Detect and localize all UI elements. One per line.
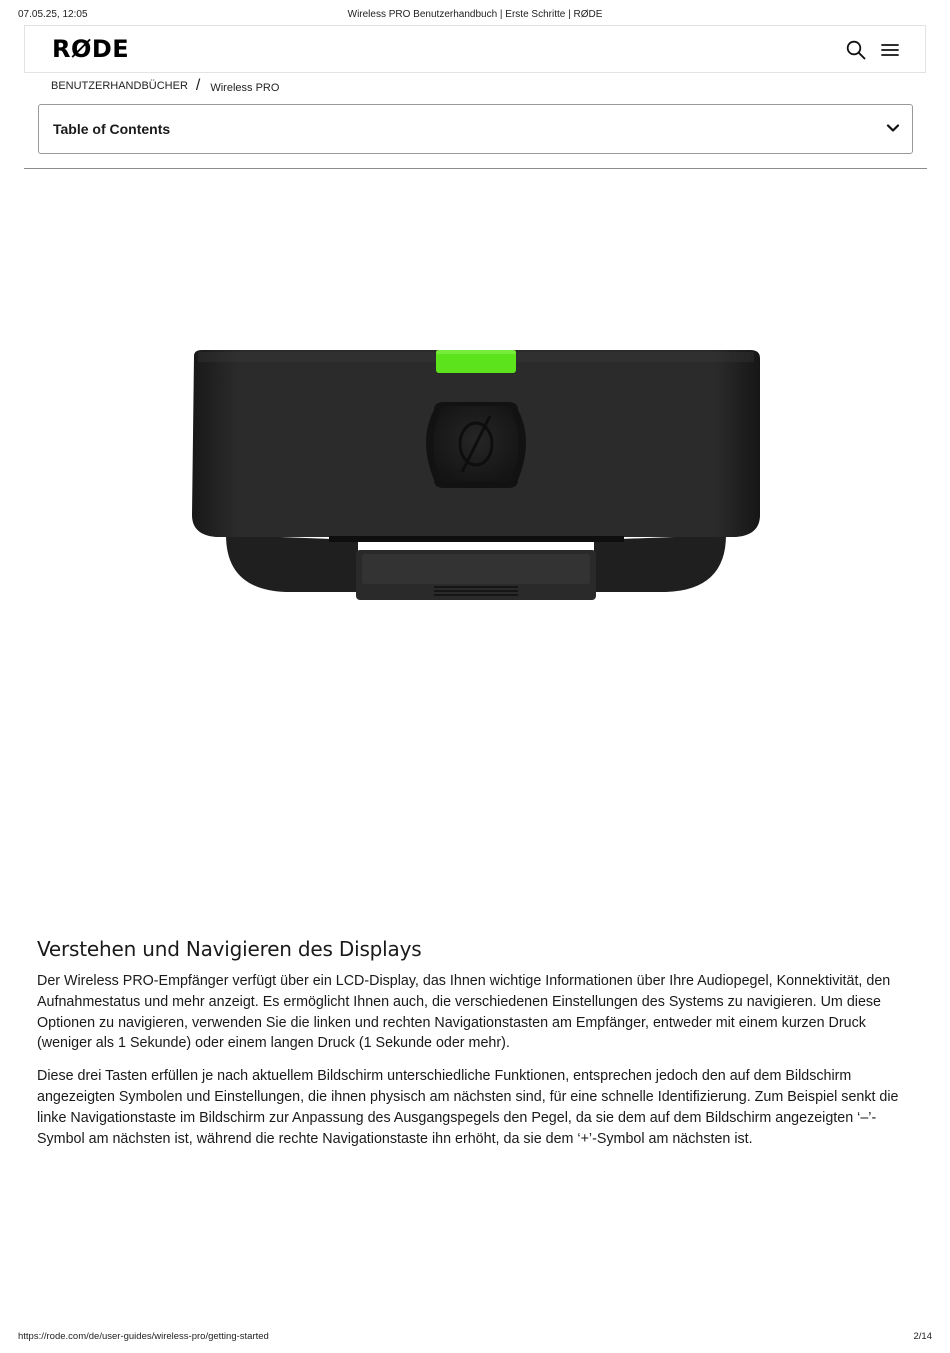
product-image-receiver <box>186 340 766 610</box>
breadcrumb-current: Wireless PRO <box>210 82 280 94</box>
print-footer <box>18 1331 932 1345</box>
table-of-contents-toggle[interactable] <box>38 104 913 154</box>
content-section <box>37 937 919 1161</box>
print-title: Wireless PRO Benutzerhandbuch | Erste Schritte | RØDE <box>347 9 603 20</box>
menu-icon[interactable] <box>879 39 901 61</box>
footer-page-number: 2/14 <box>913 1331 932 1342</box>
rode-logo[interactable]: RØDE <box>52 35 130 63</box>
breadcrumb-separator: / <box>195 76 201 94</box>
paragraph-1: Der Wireless PRO-Empfänger verfügt über ein LCD-Display, das Ihnen wichtige Informationen über Ihre Audiopegel, Konnektivität, den Aufnahmestatus und mehr anzeigt. Es ermöglicht Ihnen auch, die verschiedenen Einstellungen des Systems zu navigieren. Um diese Optionen zu navigieren, verwenden Sie die linken und rechten Navigationstasten am Empfänger, entweder mit einem kurzen Druck (weniger als 1 Sekunde) oder einem langen Druck (1 Sekunde oder mehr). <box>37 973 891 1052</box>
divider <box>24 168 927 169</box>
footer-url: https://rode.com/de/user-guides/wireless-pro/getting-started <box>18 1331 269 1342</box>
site-header <box>24 25 926 73</box>
paragraph-2: Diese drei Tasten erfüllen je nach aktuellem Bildschirm unterschiedliche Funktionen, entsprechen jedoch den auf dem Bildschirm angezeigten Symbolen und Einstellungen, die ihnen physisch am nächsten sind, für eine schnelle Identifizierung. Zum Beispiel senkt die linke Navigationstaste im Bildschirm zur Anpassung des Ausgangspegels den Pegel, da sie dem auf dem Bildschirm angezeigten ‘–’-Symbol am nächsten ist, während die rechte Navigationstaste ihn erhöht, da sie dem ‘+’-Symbol am nächsten ist. <box>37 1068 899 1147</box>
chevron-down-icon <box>886 121 900 140</box>
search-icon[interactable] <box>845 39 867 61</box>
breadcrumb <box>51 76 280 94</box>
header-icons <box>845 39 901 61</box>
print-header <box>18 9 932 23</box>
breadcrumb-parent[interactable]: BENUTZERHANDBÜCHER <box>51 80 188 92</box>
section-title: Verstehen und Navigieren des Displays <box>37 937 422 961</box>
toc-label: Table of Contents <box>53 121 171 137</box>
print-date: 07.05.25, 12:05 <box>18 9 88 20</box>
